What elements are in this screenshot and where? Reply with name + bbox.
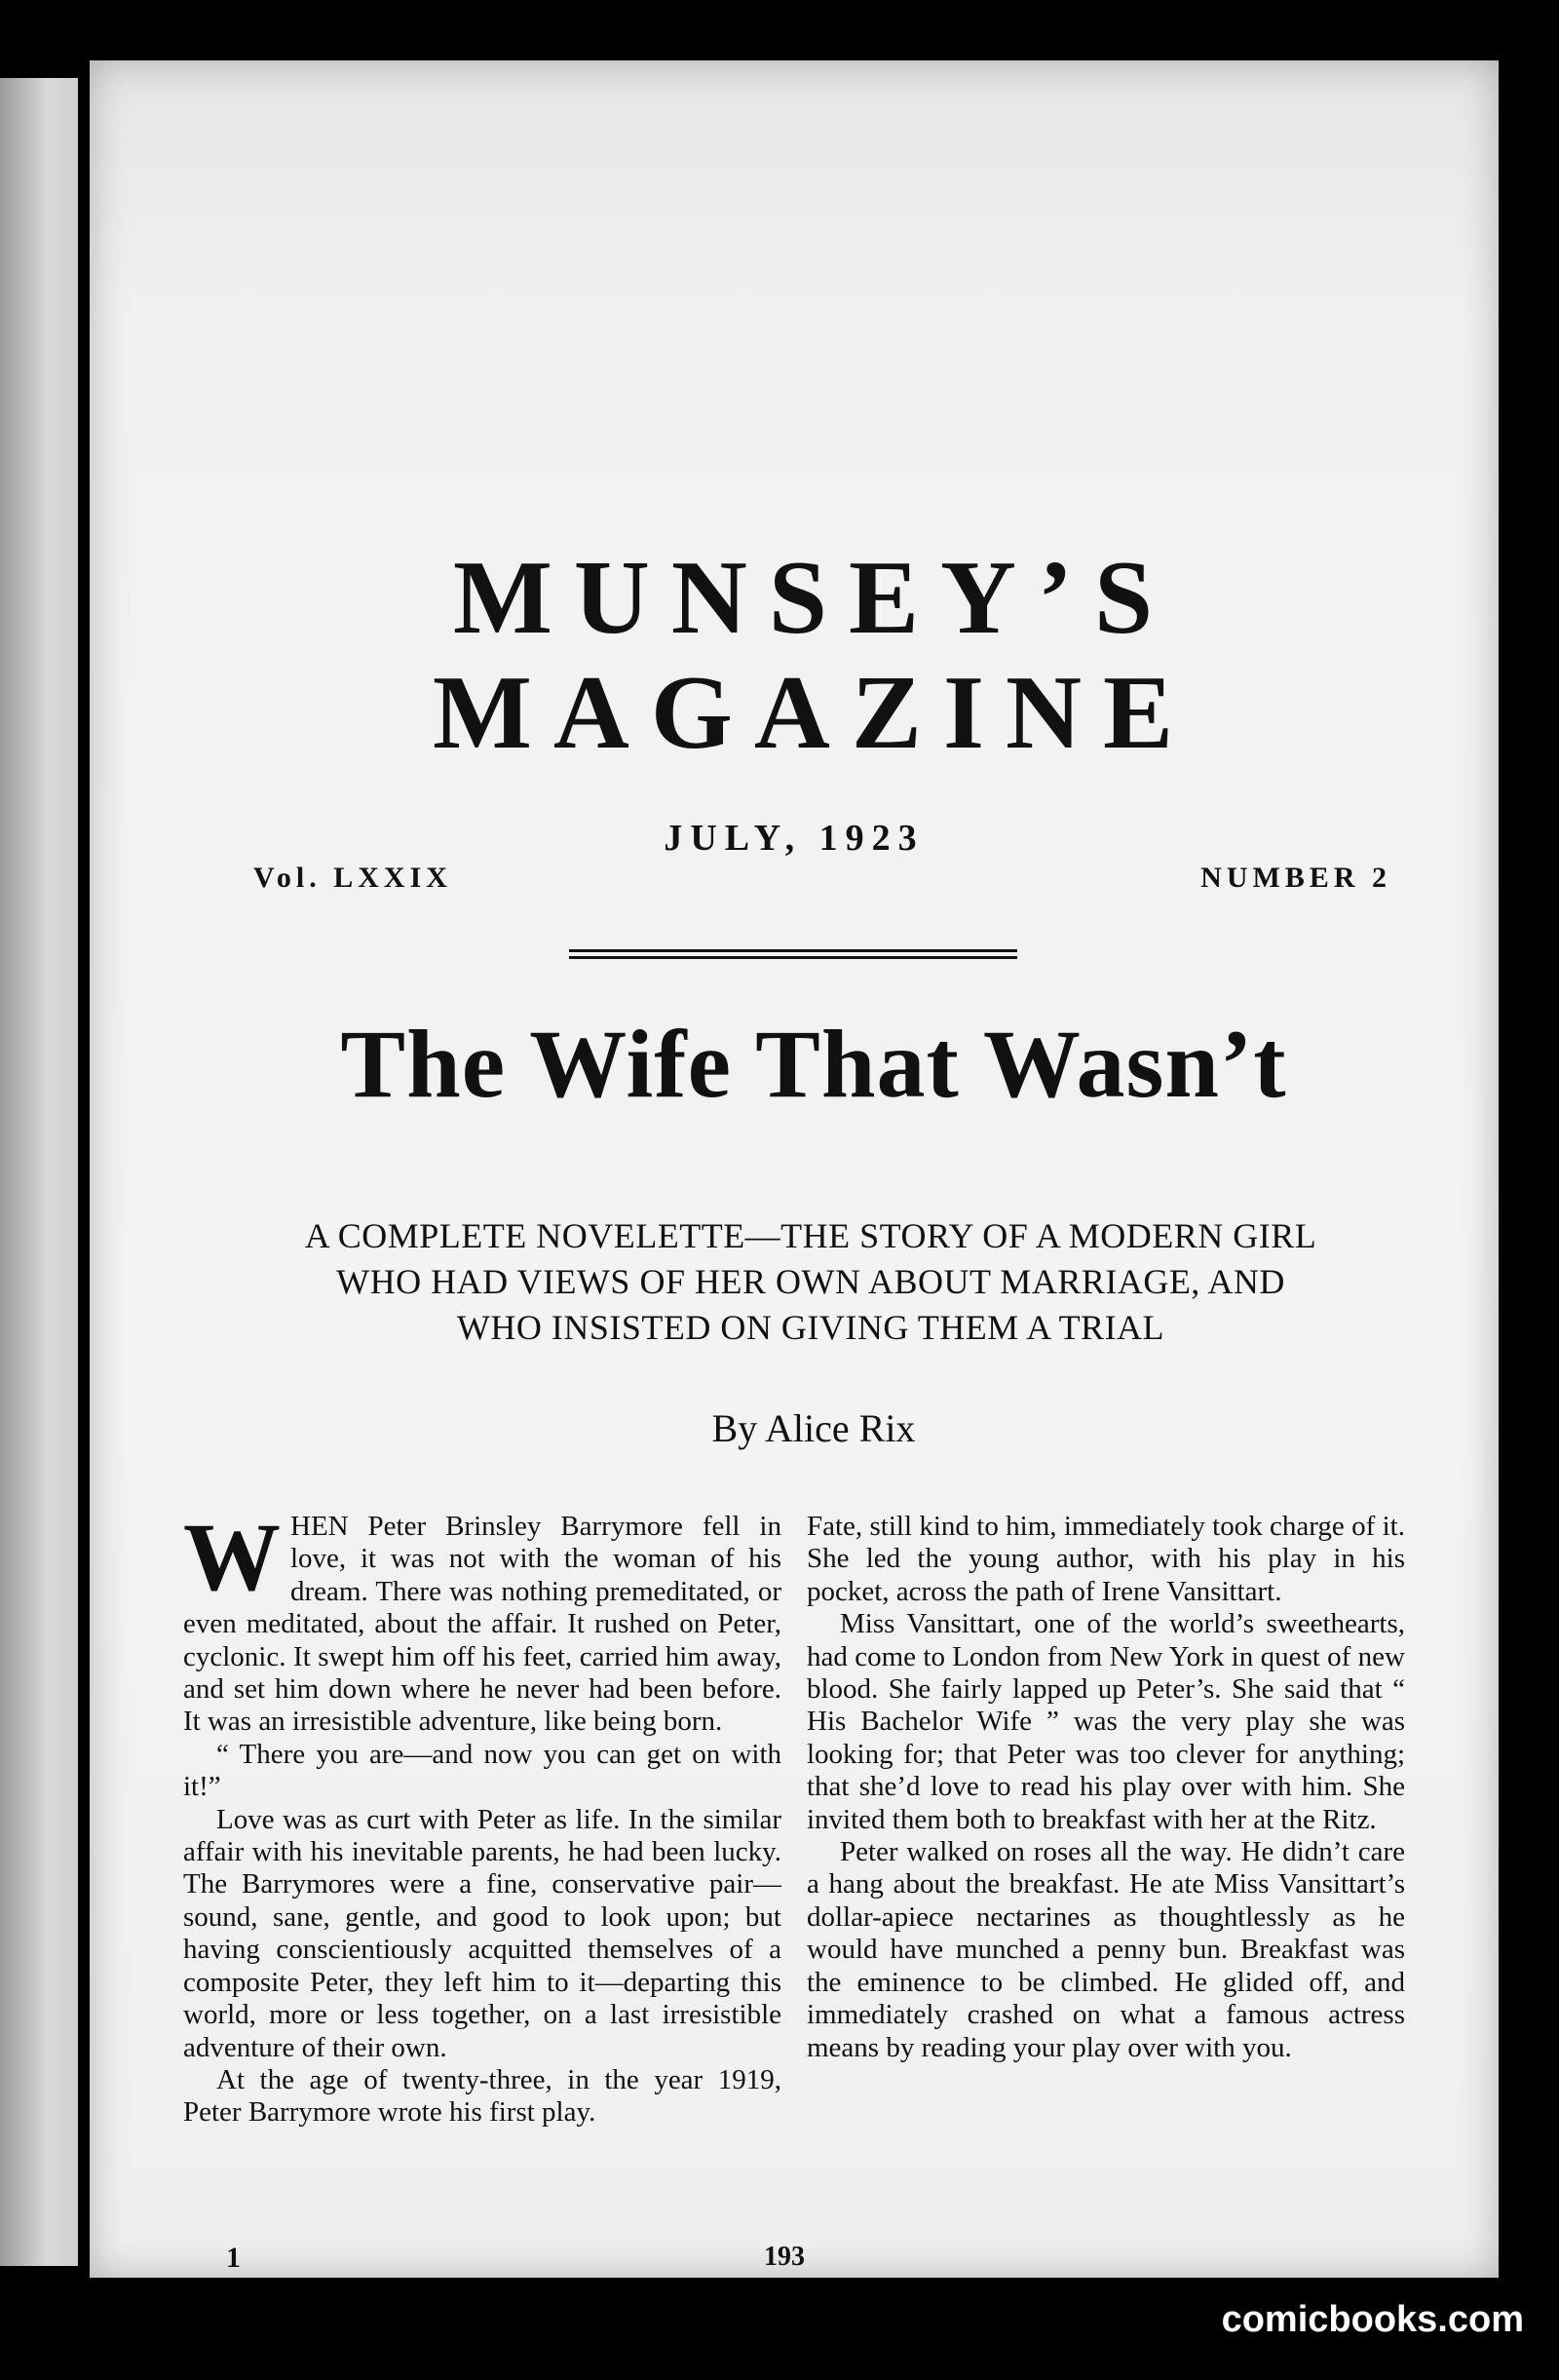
byline: By Alice Rix bbox=[711, 1406, 916, 1450]
paragraph: “ There you are—and now you can get on with it!” bbox=[183, 1738, 781, 1803]
story-subtitle bbox=[158, 1213, 1464, 1351]
paragraph: At the age of twenty-three, in the year 1919, Peter Barrymore wrote his first play. bbox=[183, 2063, 781, 2129]
paragraph: Fate, still kind to him, immediately took charge of it. She led the young author, with his play in his pocket, across the path of Irene Vansittart. bbox=[807, 1511, 1405, 1607]
paragraph-text: HEN Peter Brinsley Barrymore fell in love, it was not with the woman of his dream. There was nothing premeditated, or even meditated, about the affair. It rushed on Peter, cyclonic. It swept him off his feet, carried him away, and set him down where he never had been before. It was an irresistible adventure, like being born. bbox=[183, 1511, 781, 1738]
masthead-line-1: MUNSEY’S bbox=[452, 540, 1175, 656]
adjacent-page-edge bbox=[0, 78, 78, 2266]
story-title: The Wife That Wasn’t bbox=[340, 1010, 1287, 1118]
masthead-line-2: MAGAZINE bbox=[432, 655, 1196, 771]
subtitle-line-3: WHO INSISTED ON GIVING THEM A TRIAL bbox=[456, 1308, 1165, 1347]
volume-label: Vol. LXXIX bbox=[253, 862, 452, 894]
text-column-left bbox=[183, 1503, 781, 2130]
subtitle-line-1: A COMPLETE NOVELETTE—THE STORY OF A MODERN GIRL bbox=[304, 1216, 1317, 1255]
text-column-right bbox=[807, 1511, 1405, 2064]
drop-cap: W bbox=[183, 1503, 281, 1611]
page-number: 193 bbox=[764, 2242, 805, 2272]
paragraph: Love was as curt with Peter as life. In the similar affair with his inevitable parents, he had been lucky. The Barrymores were a fine, conservative pair—sound, sane, gentle, and good to look upon; but having conscientiously acquitted themselves of a composite Peter, they left him to it—departing this world, more or less together, on a last irresistible adventure of their own. bbox=[183, 1803, 781, 2063]
paragraph bbox=[183, 1503, 781, 1739]
paragraph: Peter walked on roses all the way. He didn’t care a hang about the breakfast. He ate Miss Vansittart’s dollar-apiece nectarines as thoughtlessly as he would have munched a penny bun. Breakfast was the eminence to be climbed. He glided off, and immediately crashed on what a famous actress means by reading your play over with you. bbox=[807, 1836, 1405, 2063]
watermark-text: comicbooks.com bbox=[1221, 2299, 1524, 2340]
subtitle-line-2: WHO HAD VIEWS OF HER OWN ABOUT MARRIAGE, AND bbox=[336, 1262, 1285, 1301]
issue-number: NUMBER 2 bbox=[1200, 862, 1391, 894]
double-rule-divider bbox=[569, 949, 1017, 952]
paragraph: Miss Vansittart, one of the world’s sweethearts, had come to London from New York in quest of new blood. She fairly lapped up Peter’s. She said that “ His Bachelor Wife ” was the very play she was looking for; that Peter was too clever for anything; that she’d love to read his play over with him. She invited them both to breakfast with her at the Ritz. bbox=[807, 1608, 1405, 1835]
magazine-page bbox=[90, 60, 1499, 2278]
issue-date: JULY, 1923 bbox=[664, 818, 925, 859]
signature-mark: 1 bbox=[226, 2242, 241, 2274]
